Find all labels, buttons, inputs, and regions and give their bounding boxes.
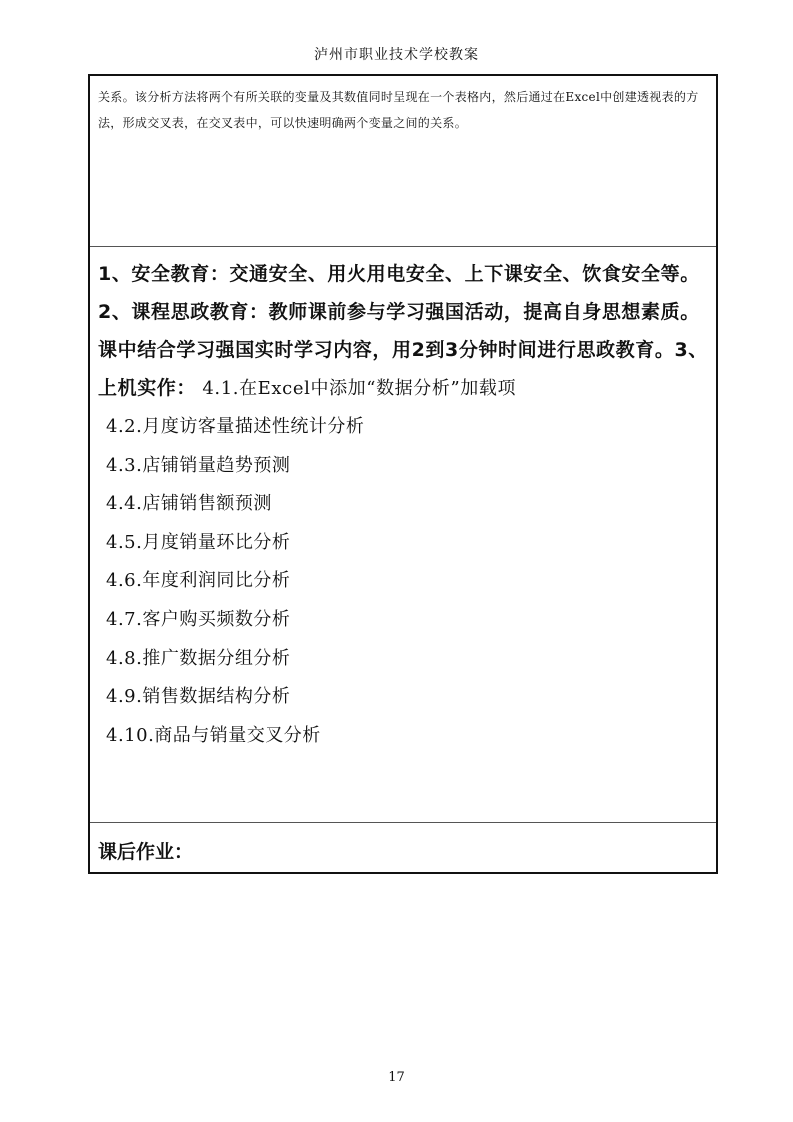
homework-label: 课后作业： — [98, 841, 194, 863]
table-row-homework — [90, 823, 716, 874]
practice-item: 4.3.店铺销量趋势预测 — [106, 454, 291, 476]
practice-item: 4.6.年度利润同比分析 — [106, 570, 291, 592]
practice-item: 4.8.推广数据分组分析 — [106, 647, 291, 669]
practice-item-list — [90, 408, 716, 755]
lesson-plan-table — [88, 74, 718, 874]
practice-item: 4.5.月度销量环比分析 — [106, 531, 291, 553]
analysis-paragraph: 关系。该分析方法将两个有所关联的变量及其数值同时呈现在一个表格内，然后通过在Excel中创建透视表的方法，形成交叉表，在交叉表中，可以快速明确两个变量之间的关系。 — [98, 90, 699, 130]
page-number: 17 — [388, 1070, 405, 1085]
page-header-title: 泸州市职业技术学校教案 — [314, 47, 479, 63]
education-bold-text: 1、安全教育：交通安全、用火用电安全、上下课安全、饮食安全等。2、课程思政教育：教师课前参与学习强国活动，提高自身思想素质。课中结合学习强国实时学习内容，用2到3分钟时间进行思政教育。3、上机实作： — [98, 263, 708, 399]
practice-item: 4.7.客户购买频数分析 — [106, 608, 291, 630]
practice-item: 4.2.月度访客量描述性统计分析 — [106, 416, 365, 437]
teaching-content-paragraph — [90, 247, 716, 408]
table-row-analysis-text — [90, 76, 716, 247]
practice-item: 4.10.商品与销量交叉分析 — [106, 724, 321, 746]
practice-item: 4.1.在Excel中添加“数据分析”加载项 — [196, 378, 517, 399]
table-row-teaching-content — [90, 247, 716, 823]
practice-item: 4.9.销售数据结构分析 — [106, 686, 291, 708]
practice-item: 4.4.店铺销售额预测 — [106, 493, 272, 515]
